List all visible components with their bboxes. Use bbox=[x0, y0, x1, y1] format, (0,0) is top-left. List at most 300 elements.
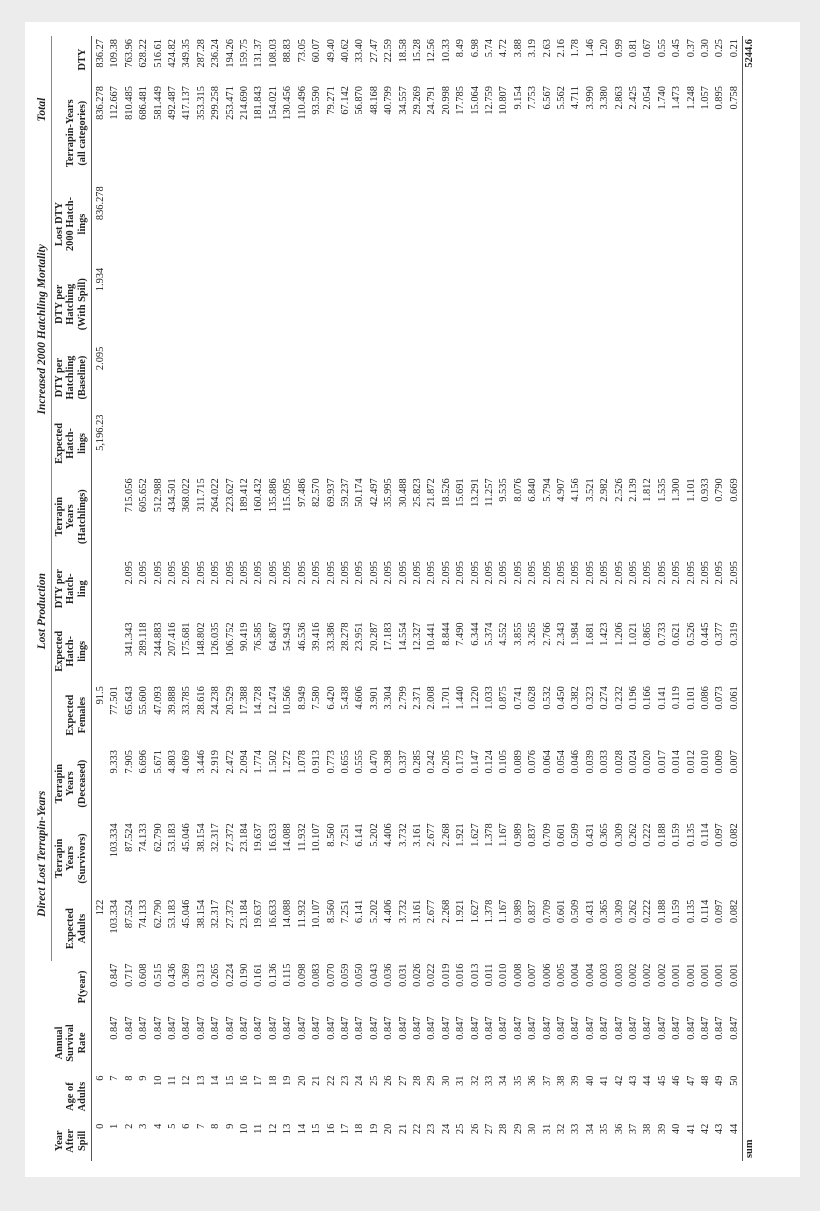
table-cell: 0.196 bbox=[628, 686, 640, 710]
table-cell: 0.913 bbox=[311, 750, 323, 774]
table-cell bbox=[339, 344, 353, 412]
table-cell: 0.005 bbox=[556, 963, 567, 987]
table-cell bbox=[685, 265, 699, 344]
table-cell bbox=[483, 265, 497, 344]
table-cell: 1.535 bbox=[656, 478, 668, 502]
table-cell: 5.794 bbox=[541, 478, 553, 502]
table-cell: 10 bbox=[239, 1123, 251, 1135]
table-cell bbox=[368, 265, 382, 344]
table-cell bbox=[152, 183, 166, 264]
table-cell bbox=[108, 475, 122, 558]
column-header bbox=[51, 83, 92, 183]
table-cell bbox=[137, 265, 151, 344]
table-cell: 2.677 bbox=[426, 899, 438, 924]
table-cell bbox=[440, 183, 454, 264]
table-cell: 0.847 bbox=[167, 1016, 179, 1040]
table-cell: 2.095 bbox=[426, 561, 438, 585]
table-cell bbox=[238, 265, 252, 344]
table-cell bbox=[339, 265, 353, 344]
table-cell bbox=[310, 265, 324, 344]
table-cell bbox=[454, 344, 468, 412]
table-cell bbox=[713, 265, 727, 344]
table-cell: 2.095 bbox=[483, 561, 495, 585]
table-cell: 175.681 bbox=[181, 622, 193, 657]
table-cell: 0.509 bbox=[570, 899, 582, 924]
table-cell: 0.224 bbox=[224, 963, 236, 987]
table-cell: 0.319 bbox=[728, 622, 740, 646]
table-cell bbox=[728, 183, 743, 264]
table-cell: 0.847 bbox=[469, 1016, 481, 1040]
column-header-line: 2000 Hatch- bbox=[65, 197, 76, 252]
table-cell: 60.07 bbox=[311, 39, 323, 63]
table-cell: 1.774 bbox=[253, 750, 265, 774]
table-cell: 3.161 bbox=[411, 899, 423, 924]
table-cell: 0.989 bbox=[512, 899, 524, 924]
column-header bbox=[51, 619, 92, 683]
table-cell: 0.337 bbox=[397, 750, 409, 774]
table-cell: 1.812 bbox=[642, 478, 654, 502]
table-cell: 0.101 bbox=[685, 686, 697, 710]
table-cell: 39.416 bbox=[311, 622, 323, 651]
table-cell: 14 bbox=[296, 1123, 308, 1135]
table-cell: 15.064 bbox=[469, 86, 481, 115]
table-cell: 0.232 bbox=[613, 686, 625, 710]
column-header-line: Terrapin-Years bbox=[65, 99, 76, 168]
table-row bbox=[483, 36, 497, 1161]
table-cell bbox=[627, 265, 641, 344]
table-cell: 0.847 bbox=[584, 1016, 596, 1040]
table-cell: 20.529 bbox=[224, 686, 236, 715]
table-cell: 299.258 bbox=[210, 86, 222, 120]
table-cell: 17.183 bbox=[383, 622, 395, 651]
table-cell: 2.095 bbox=[267, 561, 279, 585]
table-cell: 0.847 bbox=[498, 1016, 510, 1040]
table-cell: 0.790 bbox=[714, 478, 726, 502]
table-cell: 40 bbox=[671, 1123, 683, 1135]
table-cell: 2.919 bbox=[210, 750, 222, 774]
table-cell bbox=[382, 344, 396, 412]
table-cell bbox=[685, 183, 699, 264]
table-cell: 22.59 bbox=[383, 39, 395, 63]
table-cell: 12 bbox=[267, 1123, 279, 1135]
table-cell: 25 bbox=[455, 1123, 467, 1135]
column-header bbox=[51, 1013, 92, 1072]
table-cell: 0.431 bbox=[584, 899, 596, 924]
table-cell bbox=[92, 1013, 109, 1072]
table-cell: 62.790 bbox=[152, 899, 164, 929]
column-header-line: Hatch- bbox=[65, 636, 76, 667]
table-cell: 2.472 bbox=[224, 750, 236, 774]
table-cell: 9 bbox=[138, 1075, 150, 1081]
table-cell: 1.300 bbox=[671, 478, 683, 502]
table-cell: 0.431 bbox=[584, 823, 596, 847]
table-cell bbox=[555, 183, 569, 264]
table-cell: 9 bbox=[224, 1123, 236, 1129]
table-cell: 0.097 bbox=[714, 899, 726, 924]
table-cell: 0.050 bbox=[354, 963, 366, 987]
table-cell: 6.840 bbox=[527, 478, 539, 502]
table-cell: 2.095 bbox=[368, 561, 380, 585]
table-cell: 0.847 bbox=[354, 1016, 366, 1040]
table-cell bbox=[598, 183, 612, 264]
table-cell: 0.621 bbox=[671, 622, 683, 646]
column-header-line: Survival bbox=[65, 1024, 76, 1062]
table-cell bbox=[195, 183, 209, 264]
table-cell: 42 bbox=[700, 1123, 712, 1135]
table-cell: 110.496 bbox=[296, 86, 308, 120]
table-cell: 0.847 bbox=[512, 1016, 524, 1040]
table-cell: 18.58 bbox=[397, 39, 409, 63]
table-cell: 0.847 bbox=[685, 1016, 697, 1040]
table-cell: 434.501 bbox=[167, 478, 179, 513]
table-cell: 46 bbox=[671, 1075, 683, 1086]
table-row bbox=[497, 36, 511, 1161]
table-cell: 0.532 bbox=[541, 686, 553, 710]
column-header-line: Hatchling bbox=[65, 355, 76, 400]
table-cell bbox=[555, 344, 569, 412]
table-cell: 19.637 bbox=[253, 823, 265, 852]
table-cell: 29.269 bbox=[411, 86, 423, 115]
table-cell bbox=[382, 183, 396, 264]
column-header bbox=[51, 183, 92, 264]
table-cell: 207.416 bbox=[167, 622, 179, 657]
column-header-line: Hatching bbox=[65, 283, 76, 325]
column-header bbox=[51, 897, 92, 961]
table-cell: 0.003 bbox=[613, 963, 625, 987]
table-cell bbox=[526, 412, 540, 476]
table-cell: 0.67 bbox=[642, 39, 654, 58]
table-cell: 2.095 bbox=[556, 561, 567, 585]
table-cell: 0.313 bbox=[195, 963, 207, 987]
table-cell: 3.901 bbox=[368, 686, 380, 710]
table-cell: 0.028 bbox=[613, 750, 625, 774]
table-row bbox=[368, 36, 382, 1161]
table-cell bbox=[598, 412, 612, 476]
table-cell: 0.847 bbox=[152, 1016, 164, 1040]
table-cell bbox=[252, 344, 266, 412]
table-cell: 27.372 bbox=[224, 899, 236, 929]
table-cell bbox=[108, 183, 122, 264]
table-cell bbox=[368, 183, 382, 264]
column-header-line: Rate bbox=[76, 1032, 88, 1054]
table-cell: 0.847 bbox=[599, 1016, 611, 1040]
table-cell: 0.017 bbox=[656, 750, 668, 774]
table-cell: 605.652 bbox=[138, 478, 150, 513]
table-cell: 6.98 bbox=[469, 39, 481, 58]
table-cell: 0.655 bbox=[339, 750, 351, 774]
column-header-line: After bbox=[65, 1129, 76, 1153]
table-row bbox=[713, 36, 727, 1161]
table-cell: 0.010 bbox=[700, 750, 712, 774]
table-cell bbox=[296, 265, 310, 344]
table-cell: 122 bbox=[95, 899, 106, 916]
table-cell: 2.095 bbox=[584, 561, 596, 585]
table-row bbox=[728, 36, 743, 1161]
table-cell bbox=[92, 820, 109, 896]
table-cell: 38.154 bbox=[195, 823, 207, 852]
table-cell: 2.095 bbox=[628, 561, 640, 585]
table-cell: 353.315 bbox=[195, 86, 207, 120]
table-cell: 2.371 bbox=[411, 686, 423, 710]
table-cell: 0.847 bbox=[181, 1016, 193, 1040]
table-cell: 0.135 bbox=[685, 899, 697, 924]
table-row bbox=[123, 36, 137, 1161]
table-cell: 3 bbox=[138, 1123, 150, 1129]
table-cell: 18 bbox=[354, 1123, 366, 1135]
table-cell bbox=[728, 412, 743, 476]
table-cell bbox=[166, 265, 180, 344]
table-cell: 82.570 bbox=[311, 478, 323, 507]
table-cell: 35 bbox=[599, 1123, 611, 1135]
table-cell: 1 bbox=[109, 1123, 121, 1129]
table-cell: 2.095 bbox=[599, 561, 611, 585]
table-cell bbox=[670, 412, 684, 476]
table-cell bbox=[325, 344, 339, 412]
table-cell: 0.526 bbox=[685, 622, 697, 646]
column-header bbox=[51, 412, 92, 476]
table-cell: 0.847 bbox=[253, 1016, 265, 1040]
table-cell: 46.536 bbox=[296, 622, 308, 651]
table-cell: 0.086 bbox=[700, 686, 712, 710]
column-header-line: ling bbox=[76, 580, 88, 598]
table-cell: 48.168 bbox=[368, 86, 380, 115]
table-cell: 0.555 bbox=[354, 750, 366, 774]
column-header-line: Years bbox=[65, 504, 76, 530]
table-cell bbox=[108, 412, 122, 476]
table-cell: 3.161 bbox=[411, 823, 423, 847]
table-cell: 2.095 bbox=[397, 561, 409, 585]
table-cell: 22 bbox=[411, 1123, 423, 1135]
table-cell: 214.690 bbox=[239, 86, 251, 120]
table-cell bbox=[166, 344, 180, 412]
table-cell: 368.022 bbox=[181, 478, 193, 513]
table-row bbox=[224, 36, 238, 1161]
table-cell bbox=[569, 344, 583, 412]
table-cell: 55.600 bbox=[138, 686, 150, 715]
table-cell: 131.37 bbox=[253, 39, 265, 68]
table-cell: 25 bbox=[368, 1075, 380, 1086]
table-cell: 3.990 bbox=[584, 86, 596, 110]
table-cell: 33.386 bbox=[325, 622, 337, 651]
table-cell: 32.317 bbox=[210, 899, 222, 929]
table-cell: 53.183 bbox=[167, 823, 179, 852]
table-cell bbox=[569, 183, 583, 264]
table-cell bbox=[728, 265, 743, 344]
table-cell: 2.095 bbox=[138, 561, 150, 585]
table-cell: 1.921 bbox=[455, 823, 467, 847]
table-cell: 160.432 bbox=[253, 478, 265, 513]
table-cell bbox=[310, 183, 324, 264]
table-cell bbox=[123, 412, 137, 476]
table-cell: 836.278 bbox=[95, 186, 106, 221]
rotated-table-container bbox=[25, 22, 800, 1177]
table-cell: 18.526 bbox=[440, 478, 452, 507]
table-cell: 0.006 bbox=[541, 963, 553, 987]
table-cell: 44 bbox=[642, 1075, 654, 1086]
table-cell bbox=[382, 412, 396, 476]
table-cell: 7 bbox=[109, 1075, 121, 1081]
table-cell bbox=[325, 265, 339, 344]
table-cell bbox=[469, 265, 483, 344]
column-header-line: Expected bbox=[53, 422, 65, 464]
table-cell: 15.691 bbox=[455, 478, 467, 507]
table-cell: 40 bbox=[584, 1075, 596, 1086]
table-cell: 4.711 bbox=[570, 86, 582, 110]
table-cell: 39 bbox=[656, 1123, 668, 1135]
table-cell: 27.47 bbox=[368, 39, 380, 63]
table-cell: 0.039 bbox=[584, 750, 596, 774]
table-cell: 0.669 bbox=[728, 478, 740, 502]
table-cell: 2.095 bbox=[325, 561, 337, 585]
table-cell: 349.35 bbox=[181, 39, 193, 68]
table-cell: 10.807 bbox=[498, 86, 510, 115]
table-cell bbox=[713, 412, 727, 476]
table-cell bbox=[339, 183, 353, 264]
table-cell: 0.847 bbox=[628, 1016, 640, 1040]
table-cell: 1.473 bbox=[671, 86, 683, 110]
table-cell: 0.173 bbox=[455, 750, 467, 774]
column-header-line: Years bbox=[65, 771, 76, 797]
table-cell bbox=[584, 265, 598, 344]
column-header-line: Age of bbox=[65, 1082, 76, 1111]
table-cell: 0.847 bbox=[671, 1016, 683, 1040]
table-cell: 0.001 bbox=[728, 963, 740, 987]
table-cell bbox=[613, 412, 627, 476]
table-cell: 492.487 bbox=[167, 86, 179, 120]
table-cell: 0.262 bbox=[628, 899, 640, 924]
table-cell bbox=[440, 265, 454, 344]
table-cell: 1.701 bbox=[440, 686, 452, 710]
table-cell: 5.562 bbox=[556, 86, 567, 110]
table-cell bbox=[281, 183, 295, 264]
table-cell bbox=[497, 344, 511, 412]
table-cell bbox=[137, 344, 151, 412]
table-cell: 2.425 bbox=[628, 86, 640, 110]
table-cell bbox=[569, 412, 583, 476]
table-cell: 2.095 bbox=[455, 561, 467, 585]
table-cell: 2.095 bbox=[411, 561, 423, 585]
table-cell: 36 bbox=[527, 1075, 539, 1086]
table-cell bbox=[92, 961, 109, 1014]
table-cell: 32 bbox=[556, 1123, 567, 1135]
table-cell: 11.932 bbox=[296, 823, 308, 852]
table-cell bbox=[310, 412, 324, 476]
table-cell: 0.046 bbox=[570, 750, 582, 774]
table-cell: 0.30 bbox=[700, 39, 712, 58]
table-cell: 2.095 bbox=[296, 561, 308, 585]
table-cell: 1.627 bbox=[469, 823, 481, 847]
table-cell: 16 bbox=[239, 1075, 251, 1086]
table-cell: 0.082 bbox=[728, 823, 740, 847]
table-cell bbox=[296, 412, 310, 476]
table-cell: 65.643 bbox=[123, 686, 135, 715]
table-cell: 69.937 bbox=[325, 478, 337, 507]
table-cell: 0.033 bbox=[599, 750, 611, 774]
table-cell: 2.008 bbox=[426, 686, 438, 710]
table-cell: 0.628 bbox=[527, 686, 539, 710]
table-cell: 0.709 bbox=[541, 823, 553, 847]
table-cell bbox=[339, 412, 353, 476]
table-cell: 4.803 bbox=[167, 750, 179, 774]
table-cell: 1.78 bbox=[570, 39, 582, 58]
table-row bbox=[699, 36, 713, 1161]
table-cell: 34 bbox=[584, 1123, 596, 1135]
table-cell: 0.847 bbox=[282, 1016, 294, 1040]
column-header-line: Hatch- bbox=[65, 573, 76, 604]
group-header-row bbox=[37, 36, 51, 1161]
table-cell: 48 bbox=[700, 1075, 712, 1086]
column-header-line: Terrapin bbox=[53, 763, 65, 804]
table-cell bbox=[252, 265, 266, 344]
column-header-line: Spill bbox=[76, 1130, 88, 1151]
table-cell: 6.141 bbox=[354, 899, 366, 924]
table-cell: 0.847 bbox=[224, 1016, 236, 1040]
table-cell: 30 bbox=[440, 1075, 452, 1086]
table-cell: 5.671 bbox=[152, 750, 164, 774]
table-cell: 24.791 bbox=[426, 86, 438, 115]
table-cell: 16.633 bbox=[267, 899, 279, 929]
table-cell bbox=[209, 412, 223, 476]
table-cell: 38 bbox=[556, 1075, 567, 1086]
table-cell: 6 bbox=[95, 1075, 106, 1081]
table-cell: 67.142 bbox=[339, 86, 351, 115]
table-cell bbox=[497, 183, 511, 264]
table-cell bbox=[641, 412, 655, 476]
table-cell bbox=[699, 265, 713, 344]
table-cell: 10 bbox=[152, 1075, 164, 1086]
table-cell: 2.095 bbox=[570, 561, 582, 585]
table-cell: 4.552 bbox=[498, 622, 510, 646]
table-cell: 0.002 bbox=[628, 963, 640, 987]
table-row bbox=[137, 36, 151, 1161]
table-cell: 0.147 bbox=[469, 750, 481, 774]
table-cell: 0.007 bbox=[728, 750, 740, 774]
table-cell bbox=[397, 265, 411, 344]
table-cell: 0.436 bbox=[167, 963, 179, 987]
table-cell bbox=[670, 183, 684, 264]
table-cell: 0.166 bbox=[642, 686, 654, 710]
table-cell: 0.007 bbox=[527, 963, 539, 987]
table-cell bbox=[483, 183, 497, 264]
table-cell: 0.265 bbox=[210, 963, 222, 987]
table-cell: 0.847 bbox=[656, 1016, 668, 1040]
table-cell: 2.526 bbox=[613, 478, 625, 502]
table-row bbox=[325, 36, 339, 1161]
table-cell: 0.608 bbox=[138, 963, 150, 987]
table-cell: 45.046 bbox=[181, 899, 193, 929]
column-header bbox=[51, 747, 92, 820]
table-cell: 35.995 bbox=[383, 478, 395, 507]
table-cell bbox=[541, 265, 555, 344]
table-cell: 12.474 bbox=[267, 686, 279, 715]
table-cell bbox=[180, 344, 194, 412]
table-cell: 0.509 bbox=[570, 823, 582, 847]
table-cell: 28 bbox=[498, 1123, 510, 1135]
table-cell: 0 bbox=[95, 1123, 106, 1129]
table-row bbox=[469, 36, 483, 1161]
table-cell: 0.002 bbox=[656, 963, 668, 987]
table-cell bbox=[397, 344, 411, 412]
table-cell: 43 bbox=[628, 1075, 640, 1086]
table-cell bbox=[627, 412, 641, 476]
table-cell: 0.135 bbox=[685, 823, 697, 847]
table-cell: 194.26 bbox=[224, 39, 236, 68]
table-cell: 29 bbox=[426, 1075, 438, 1086]
table-row bbox=[598, 36, 612, 1161]
table-cell bbox=[454, 265, 468, 344]
table-cell: 1.057 bbox=[700, 86, 712, 110]
table-cell: 31 bbox=[541, 1123, 553, 1135]
